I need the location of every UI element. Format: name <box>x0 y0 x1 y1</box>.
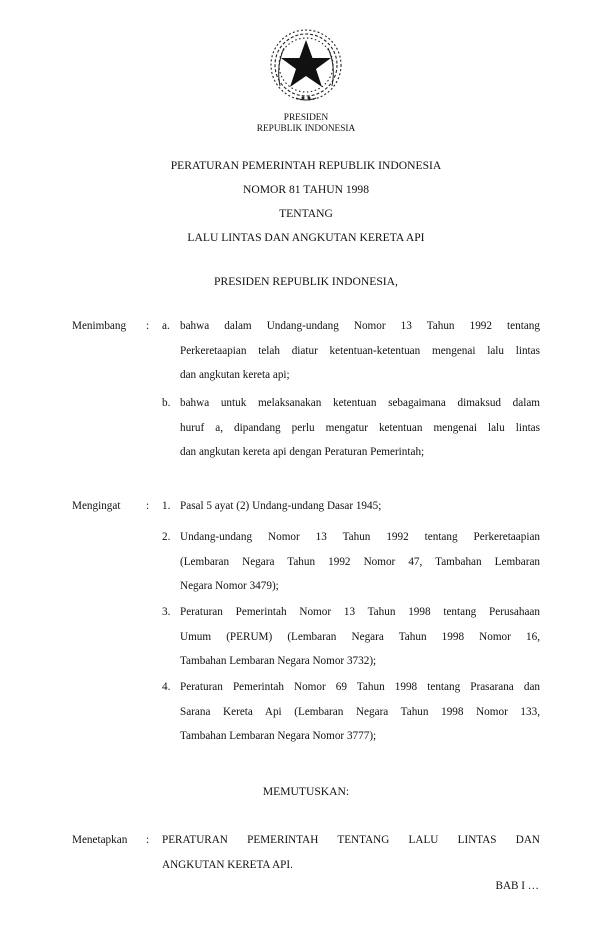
line: ANGKUTAN KERETA API. <box>162 858 293 871</box>
menetapkan-label: Menetapkan <box>72 834 128 846</box>
menimbang-item-a-marker: a. <box>162 320 170 332</box>
line: (Lembaran Negara Tahun 1992 Nomor 47, Tambahan Lembaran <box>180 555 540 568</box>
line: Tambahan Lembaran Negara Nomor 3732); <box>180 655 377 667</box>
mengingat-item-3 <box>180 600 540 674</box>
line: Umum (PERUM) (Lembaran Negara Tahun 1998 Nomor 16, <box>180 630 540 643</box>
line: bahwa dalam Undang-undang Nomor 13 Tahun 1992 tentang <box>180 320 540 332</box>
line: Negara Nomor 3479); <box>180 580 279 592</box>
mengingat-item-4 <box>180 675 540 749</box>
star-wreath-icon <box>266 26 346 106</box>
continuation-marker: BAB I … <box>495 880 539 892</box>
line: Tambahan Lembaran Negara Nomor 3777); <box>180 730 377 742</box>
mengingat-label: Mengingat <box>72 500 121 512</box>
menetapkan-text <box>162 828 540 877</box>
regulation-about-label: TENTANG <box>279 207 333 220</box>
line: Undang-undang Nomor 13 Tahun 1992 tentang Perkeretaapian <box>180 531 540 543</box>
line: Peraturan Pemerintah Nomor 13 Tahun 1998 tentang Perusahaan <box>180 606 540 618</box>
regulation-subject: LALU LINTAS DAN ANGKUTAN KERETA API <box>187 231 425 244</box>
line: dan angkutan kereta api; <box>180 369 290 381</box>
preamble: PRESIDEN REPUBLIK INDONESIA, <box>214 275 398 288</box>
memutuskan-heading: MEMUTUSKAN: <box>262 785 350 798</box>
menimbang-item-b-marker: b. <box>162 397 171 409</box>
line: dan angkutan kereta api dengan Peraturan Pemerintah; <box>180 446 425 458</box>
office-line-1: PRESIDEN <box>283 113 329 123</box>
regulation-title: PERATURAN PEMERINTAH REPUBLIK INDONESIA <box>170 159 442 172</box>
line: huruf a, dipandang perlu mengatur ketentuan mengenai lalu lintas <box>180 421 540 434</box>
menimbang-item-b <box>180 391 540 465</box>
presidential-seal-icon <box>266 26 346 106</box>
office-line-2: REPUBLIK INDONESIA <box>256 124 356 134</box>
line: bahwa untuk melaksanakan ketentuan sebagaimana dimaksud dalam <box>180 397 540 409</box>
mengingat-item-4-marker: 4. <box>162 681 171 693</box>
line: Peraturan Pemerintah Nomor 69 Tahun 1998 tentang Prasarana dan <box>180 681 540 693</box>
mengingat-item-1-marker: 1. <box>162 500 171 512</box>
mengingat-item-2 <box>180 525 540 599</box>
line: Pasal 5 ayat (2) Undang-undang Dasar 1945; <box>180 500 382 512</box>
regulation-number: NOMOR 81 TAHUN 1998 <box>242 183 370 196</box>
menimbang-item-a <box>180 314 540 388</box>
menimbang-label: Menimbang <box>72 320 127 332</box>
menetapkan-colon: : <box>146 834 150 846</box>
mengingat-item-2-marker: 2. <box>162 531 171 543</box>
mengingat-item-1 <box>180 494 540 519</box>
line: Perkeretaapian telah diatur ketentuan-ketentuan mengenai lalu lintas <box>180 344 540 357</box>
mengingat-item-3-marker: 3. <box>162 606 171 618</box>
mengingat-colon: : <box>146 500 150 512</box>
menimbang-colon: : <box>146 320 150 332</box>
line: PERATURAN PEMERINTAH TENTANG LALU LINTAS DAN <box>162 834 540 846</box>
line: Sarana Kereta Api (Lembaran Negara Tahun 1998 Nomor 133, <box>180 705 540 718</box>
